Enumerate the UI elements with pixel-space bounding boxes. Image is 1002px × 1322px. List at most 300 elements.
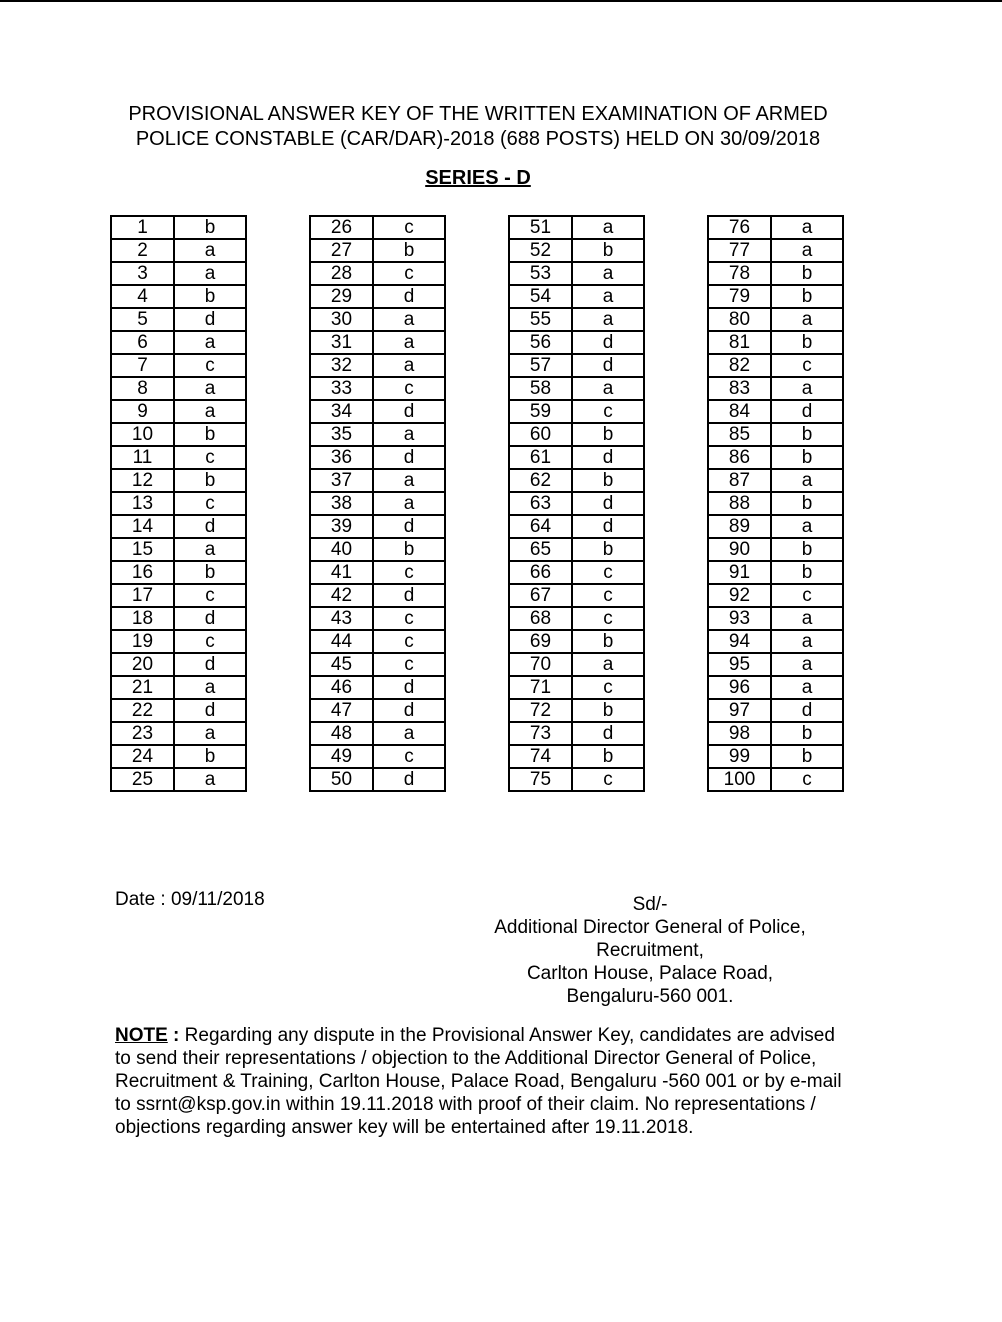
answer-option: c — [373, 607, 445, 630]
signature-line-3: Carlton House, Palace Road, — [526, 963, 774, 984]
table-row — [509, 584, 644, 607]
question-number: 18 — [111, 607, 174, 630]
answer-option: c — [174, 492, 246, 515]
question-number: 31 — [310, 331, 373, 354]
answer-option: c — [174, 584, 246, 607]
answer-option: d — [174, 653, 246, 676]
question-number: 1 — [111, 216, 174, 239]
table-row — [111, 354, 246, 377]
table-row — [310, 561, 445, 584]
question-number: 64 — [509, 515, 572, 538]
answer-option: c — [572, 561, 644, 584]
answer-option: b — [572, 239, 644, 262]
table-row — [111, 607, 246, 630]
question-number: 87 — [708, 469, 771, 492]
answer-option: b — [572, 745, 644, 768]
table-row — [310, 354, 445, 377]
table-row — [509, 331, 644, 354]
answer-option: a — [572, 377, 644, 400]
table-row — [310, 285, 445, 308]
table-row — [509, 492, 644, 515]
answer-option: a — [771, 515, 843, 538]
table-row — [509, 423, 644, 446]
table-row — [111, 239, 246, 262]
question-number: 96 — [708, 676, 771, 699]
question-number: 73 — [509, 722, 572, 745]
question-number: 22 — [111, 699, 174, 722]
table-row — [509, 262, 644, 285]
answer-option: b — [771, 745, 843, 768]
table-row — [111, 262, 246, 285]
question-number: 49 — [310, 745, 373, 768]
table-row — [708, 239, 843, 262]
table-row — [509, 607, 644, 630]
table-row — [310, 607, 445, 630]
question-number: 13 — [111, 492, 174, 515]
answer-option: d — [572, 331, 644, 354]
table-row — [310, 630, 445, 653]
question-number: 63 — [509, 492, 572, 515]
answer-option: a — [572, 653, 644, 676]
answer-option: d — [572, 722, 644, 745]
answer-option: a — [174, 768, 246, 791]
question-number: 75 — [509, 768, 572, 791]
table-row — [509, 630, 644, 653]
question-number: 4 — [111, 285, 174, 308]
question-number: 26 — [310, 216, 373, 239]
answer-option: a — [771, 469, 843, 492]
note-label: NOTE — [115, 1025, 168, 1046]
question-number: 14 — [111, 515, 174, 538]
table-row — [708, 262, 843, 285]
answer-option: d — [572, 446, 644, 469]
table-row — [111, 331, 246, 354]
answer-option: b — [771, 492, 843, 515]
answer-option: b — [771, 446, 843, 469]
answer-option: d — [373, 515, 445, 538]
note-paragraph — [115, 1024, 855, 1139]
question-number: 89 — [708, 515, 771, 538]
table-row — [310, 400, 445, 423]
table-row — [509, 285, 644, 308]
answer-option: d — [174, 308, 246, 331]
table-row — [509, 239, 644, 262]
answer-option: c — [373, 630, 445, 653]
table-row — [509, 308, 644, 331]
question-number: 27 — [310, 239, 373, 262]
question-number: 88 — [708, 492, 771, 515]
answer-option: c — [174, 446, 246, 469]
answer-option: a — [174, 400, 246, 423]
table-row — [509, 699, 644, 722]
answer-option: c — [771, 354, 843, 377]
question-number: 100 — [708, 768, 771, 791]
answer-option: b — [572, 469, 644, 492]
answer-option: d — [572, 354, 644, 377]
answer-option: a — [572, 285, 644, 308]
table-row — [310, 331, 445, 354]
question-number: 54 — [509, 285, 572, 308]
question-number: 56 — [509, 331, 572, 354]
table-row — [111, 423, 246, 446]
question-number: 69 — [509, 630, 572, 653]
table-row — [509, 676, 644, 699]
table-row — [111, 515, 246, 538]
answer-option: b — [771, 285, 843, 308]
question-number: 52 — [509, 239, 572, 262]
question-number: 93 — [708, 607, 771, 630]
answer-option: a — [771, 216, 843, 239]
answer-option: a — [373, 354, 445, 377]
question-number: 42 — [310, 584, 373, 607]
question-number: 90 — [708, 538, 771, 561]
question-number: 17 — [111, 584, 174, 607]
date-text: Date : 09/11/2018 — [115, 889, 265, 910]
question-number: 29 — [310, 285, 373, 308]
table-row — [111, 653, 246, 676]
question-number: 28 — [310, 262, 373, 285]
answer-option: b — [771, 722, 843, 745]
answer-option: a — [174, 262, 246, 285]
question-number: 61 — [509, 446, 572, 469]
answer-option: c — [572, 584, 644, 607]
table-row — [111, 584, 246, 607]
answer-option: b — [174, 469, 246, 492]
table-row — [708, 607, 843, 630]
table-row — [310, 308, 445, 331]
question-number: 68 — [509, 607, 572, 630]
table-row — [310, 584, 445, 607]
answer-option: c — [373, 561, 445, 584]
answer-option: a — [373, 308, 445, 331]
answer-option: a — [174, 538, 246, 561]
answer-option: a — [373, 469, 445, 492]
top-border-line — [0, 0, 1002, 2]
question-number: 24 — [111, 745, 174, 768]
question-number: 34 — [310, 400, 373, 423]
question-number: 21 — [111, 676, 174, 699]
answer-option: d — [174, 607, 246, 630]
title-line-1: PROVISIONAL ANSWER KEY OF THE WRITTEN EXAMINATION OF ARMED — [128, 103, 828, 125]
table-row — [310, 377, 445, 400]
question-number: 86 — [708, 446, 771, 469]
question-number: 78 — [708, 262, 771, 285]
question-number: 72 — [509, 699, 572, 722]
question-number: 16 — [111, 561, 174, 584]
answer-option: d — [373, 676, 445, 699]
note-text: Regarding any dispute in the Provisional Answer Key, candidates are advised to send their representations / objection to the Additional Director General of Police, Recruitment & Training, Carlton House, Palace Road, Bengaluru -560 001 or by e-mail to ssrnt@ksp.gov.in within 19.11.2018 with proof of their claim. No representations / objections regarding answer key will be entertained after 19.11.2018. — [115, 1025, 842, 1138]
answer-option: c — [572, 607, 644, 630]
table-row — [310, 239, 445, 262]
question-number: 15 — [111, 538, 174, 561]
table-row — [111, 699, 246, 722]
answer-option: c — [572, 768, 644, 791]
answer-option: d — [572, 492, 644, 515]
table-row — [509, 216, 644, 239]
question-number: 85 — [708, 423, 771, 446]
answer-option: a — [174, 377, 246, 400]
question-number: 44 — [310, 630, 373, 653]
question-number: 74 — [509, 745, 572, 768]
answer-option: a — [174, 676, 246, 699]
answer-table-1 — [110, 215, 247, 792]
table-row — [111, 630, 246, 653]
question-number: 65 — [509, 538, 572, 561]
question-number: 83 — [708, 377, 771, 400]
question-number: 10 — [111, 423, 174, 446]
answer-option: a — [572, 262, 644, 285]
table-row — [310, 699, 445, 722]
signature-line-2: Recruitment, — [596, 940, 704, 961]
question-number: 30 — [310, 308, 373, 331]
question-number: 55 — [509, 308, 572, 331]
question-number: 43 — [310, 607, 373, 630]
answer-option: d — [174, 515, 246, 538]
answer-option: b — [771, 262, 843, 285]
answer-option: c — [373, 216, 445, 239]
answer-option: c — [572, 400, 644, 423]
question-number: 97 — [708, 699, 771, 722]
question-number: 80 — [708, 308, 771, 331]
question-number: 23 — [111, 722, 174, 745]
table-row — [310, 722, 445, 745]
table-row — [111, 469, 246, 492]
question-number: 99 — [708, 745, 771, 768]
question-number: 57 — [509, 354, 572, 377]
signature-sd: Sd/- — [632, 894, 668, 915]
table-row — [509, 653, 644, 676]
question-number: 79 — [708, 285, 771, 308]
table-row — [708, 538, 843, 561]
table-row — [310, 676, 445, 699]
question-number: 47 — [310, 699, 373, 722]
question-number: 76 — [708, 216, 771, 239]
question-number: 84 — [708, 400, 771, 423]
table-row — [111, 561, 246, 584]
table-row — [310, 216, 445, 239]
question-number: 9 — [111, 400, 174, 423]
question-number: 59 — [509, 400, 572, 423]
answer-option: d — [373, 584, 445, 607]
table-row — [310, 423, 445, 446]
question-number: 51 — [509, 216, 572, 239]
table-row — [708, 377, 843, 400]
table-row — [509, 538, 644, 561]
answer-option: b — [771, 331, 843, 354]
answer-option: d — [373, 400, 445, 423]
question-number: 36 — [310, 446, 373, 469]
table-row — [111, 745, 246, 768]
table-row — [310, 538, 445, 561]
answer-option: b — [373, 538, 445, 561]
answer-table-4 — [707, 215, 844, 792]
table-row — [111, 676, 246, 699]
table-row — [708, 469, 843, 492]
answer-option: a — [174, 722, 246, 745]
question-number: 35 — [310, 423, 373, 446]
answer-table-3 — [508, 215, 645, 792]
table-row — [708, 561, 843, 584]
table-row — [708, 768, 843, 791]
table-row — [310, 492, 445, 515]
table-row — [708, 331, 843, 354]
question-number: 98 — [708, 722, 771, 745]
answer-option: d — [771, 699, 843, 722]
question-number: 62 — [509, 469, 572, 492]
question-number: 7 — [111, 354, 174, 377]
question-number: 95 — [708, 653, 771, 676]
table-row — [111, 400, 246, 423]
signature-line-1: Additional Director General of Police, — [494, 917, 806, 938]
table-row — [509, 469, 644, 492]
table-row — [310, 653, 445, 676]
table-row — [708, 745, 843, 768]
answer-option: c — [174, 354, 246, 377]
question-number: 25 — [111, 768, 174, 791]
answer-option: a — [572, 216, 644, 239]
series-heading: SERIES - D — [425, 167, 531, 189]
table-row — [708, 216, 843, 239]
table-row — [111, 722, 246, 745]
table-row — [708, 285, 843, 308]
answer-option: b — [174, 561, 246, 584]
table-row — [509, 400, 644, 423]
answer-option: b — [373, 239, 445, 262]
answer-option: a — [174, 239, 246, 262]
answer-option: d — [572, 515, 644, 538]
question-number: 39 — [310, 515, 373, 538]
title-line-2: POLICE CONSTABLE (CAR/DAR)-2018 (688 POSTS) HELD ON 30/09/2018 — [135, 128, 821, 150]
answer-option: b — [572, 538, 644, 561]
answer-option: b — [572, 423, 644, 446]
table-row — [111, 216, 246, 239]
table-row — [708, 630, 843, 653]
table-row — [708, 676, 843, 699]
answer-option: a — [771, 377, 843, 400]
table-row — [708, 699, 843, 722]
signature-line-4: Bengaluru-560 001. — [566, 986, 734, 1007]
question-number: 60 — [509, 423, 572, 446]
question-number: 40 — [310, 538, 373, 561]
table-row — [708, 584, 843, 607]
answer-option: a — [373, 423, 445, 446]
question-number: 5 — [111, 308, 174, 331]
table-row — [310, 768, 445, 791]
signature-block — [470, 893, 830, 1008]
question-number: 6 — [111, 331, 174, 354]
question-number: 3 — [111, 262, 174, 285]
note-colon: : — [167, 1025, 180, 1046]
table-row — [111, 492, 246, 515]
answer-option: b — [771, 423, 843, 446]
question-number: 2 — [111, 239, 174, 262]
question-number: 46 — [310, 676, 373, 699]
table-row — [310, 262, 445, 285]
table-row — [111, 768, 246, 791]
question-number: 8 — [111, 377, 174, 400]
answer-option: d — [373, 699, 445, 722]
answer-option: b — [174, 285, 246, 308]
table-row — [509, 354, 644, 377]
table-row — [708, 446, 843, 469]
question-number: 11 — [111, 446, 174, 469]
question-number: 12 — [111, 469, 174, 492]
question-number: 41 — [310, 561, 373, 584]
answer-option: a — [373, 492, 445, 515]
question-number: 77 — [708, 239, 771, 262]
question-number: 66 — [509, 561, 572, 584]
question-number: 94 — [708, 630, 771, 653]
answer-option: a — [771, 607, 843, 630]
question-number: 50 — [310, 768, 373, 791]
answer-option: c — [373, 262, 445, 285]
answer-option: c — [174, 630, 246, 653]
answer-option: a — [373, 331, 445, 354]
table-row — [708, 492, 843, 515]
table-row — [708, 722, 843, 745]
answer-option: b — [174, 745, 246, 768]
answer-option: d — [373, 768, 445, 791]
answer-option: b — [771, 561, 843, 584]
answer-option: b — [771, 538, 843, 561]
question-number: 20 — [111, 653, 174, 676]
question-number: 48 — [310, 722, 373, 745]
table-row — [111, 446, 246, 469]
question-number: 91 — [708, 561, 771, 584]
table-row — [310, 469, 445, 492]
answer-option: a — [174, 331, 246, 354]
question-number: 37 — [310, 469, 373, 492]
answer-option: a — [771, 653, 843, 676]
answer-table-2 — [309, 215, 446, 792]
question-number: 82 — [708, 354, 771, 377]
page-title — [0, 102, 956, 152]
table-row — [708, 423, 843, 446]
answer-option: c — [373, 377, 445, 400]
answer-option: c — [771, 768, 843, 791]
table-row — [509, 515, 644, 538]
answer-option: a — [373, 722, 445, 745]
question-number: 33 — [310, 377, 373, 400]
answer-option: a — [771, 630, 843, 653]
table-row — [310, 446, 445, 469]
answer-option: c — [572, 676, 644, 699]
answer-option: d — [373, 446, 445, 469]
answer-option: d — [373, 285, 445, 308]
answer-option: b — [174, 423, 246, 446]
table-row — [111, 538, 246, 561]
table-row — [509, 377, 644, 400]
answer-option: c — [771, 584, 843, 607]
question-number: 81 — [708, 331, 771, 354]
answer-option: a — [771, 308, 843, 331]
question-number: 70 — [509, 653, 572, 676]
answer-option: b — [572, 630, 644, 653]
answer-option: b — [174, 216, 246, 239]
question-number: 58 — [509, 377, 572, 400]
answer-option: d — [174, 699, 246, 722]
question-number: 45 — [310, 653, 373, 676]
answer-option: c — [373, 745, 445, 768]
question-number: 32 — [310, 354, 373, 377]
answer-option: a — [572, 308, 644, 331]
table-row — [509, 768, 644, 791]
answer-option: a — [771, 676, 843, 699]
answer-option: c — [373, 653, 445, 676]
table-row — [111, 285, 246, 308]
question-number: 67 — [509, 584, 572, 607]
table-row — [708, 515, 843, 538]
